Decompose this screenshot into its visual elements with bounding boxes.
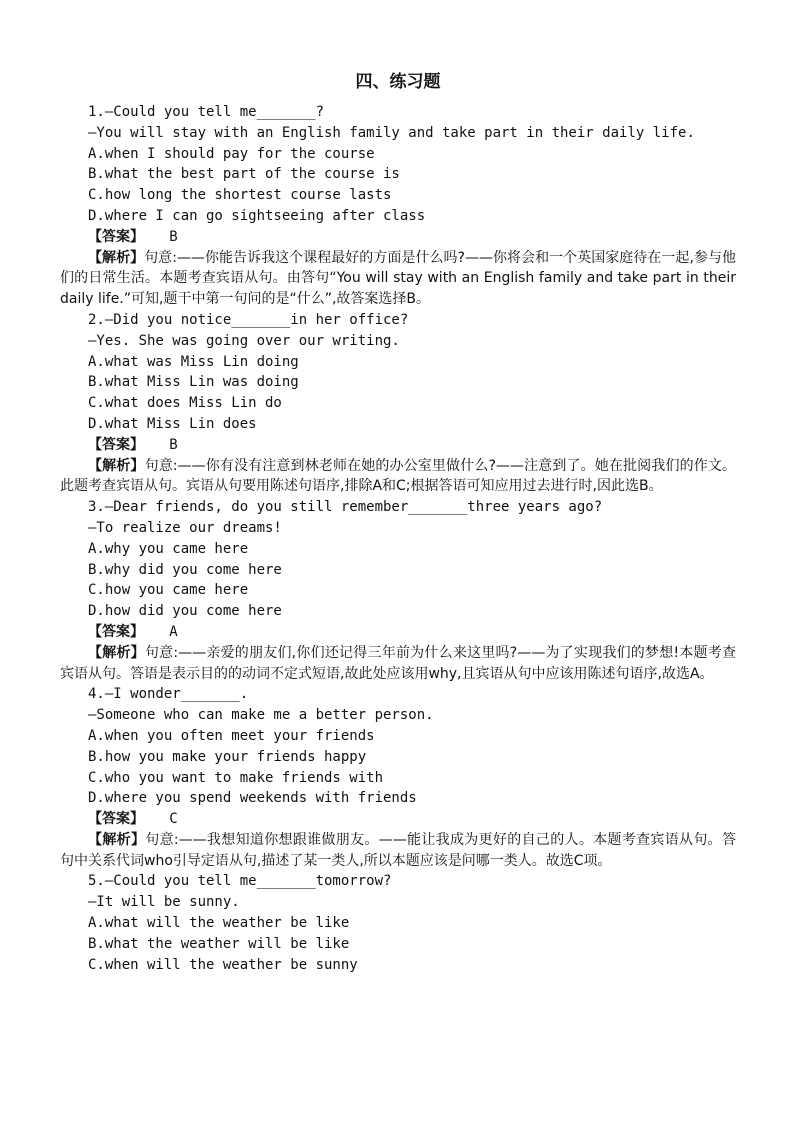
question-reply: —You will stay with an English family and take part in their daily life. xyxy=(88,124,695,141)
exercise-body xyxy=(60,102,736,975)
answer-label: 【答案】 xyxy=(88,623,144,640)
question-1 xyxy=(60,102,736,310)
answer-label: 【答案】 xyxy=(88,436,144,453)
analysis-text: 句意:——亲爱的朋友们,你们还记得三年前为什么来这里吗?——为了实现我们的梦想!本题考查宾语从句。答语是表示目的的动词不定式短语,故此处应该用why,且宾语从句中应该用陈述句语序,故选A。 xyxy=(60,644,737,682)
answer-label: 【答案】 xyxy=(88,228,144,245)
analysis-text: 句意:——你有没有注意到林老师在她的办公室里做什么?——注意到了。她在批阅我们的作文。此题考查宾语从句。宾语从句要用陈述句语序,排除A和C;根据答语可知应用过去进行时,因此选B。 xyxy=(60,457,736,495)
answer-label: 【答案】 xyxy=(88,811,144,828)
analysis-paragraph xyxy=(60,456,736,498)
analysis-text: 句意:——你能告诉我这个课程最好的方面是什么吗?——你将会和一个英国家庭待在一起,参与他们的日常生活。本题考查宾语从句。由答句“You will stay with an English family and take part in their daily life.”可知,题干中第一句问的是“什么”,故答案选择B。 xyxy=(60,249,736,308)
question-stem: 2.—Did you notice_______in her office? xyxy=(88,311,409,328)
option-c: C.how long the shortest course lasts xyxy=(88,187,392,204)
option-d: D.how did you come here xyxy=(88,603,282,620)
analysis-text: 句意:——我想知道你想跟谁做朋友。——能让我成为更好的自己的人。本题考查宾语从句。答句中关系代词who引导定语从句,描述了某一类人,所以本题应该是问哪一类人。故选C项。 xyxy=(60,831,736,869)
question-stem: 4.—I wonder_______. xyxy=(88,686,249,703)
answer-line xyxy=(60,622,736,643)
answer-value: A xyxy=(169,623,178,640)
analysis-label: 【解析】 xyxy=(88,831,146,848)
question-stem: 5.—Could you tell me_______tomorrow? xyxy=(88,873,392,890)
question-5 xyxy=(60,871,736,975)
question-reply: —It will be sunny. xyxy=(88,894,240,911)
analysis-paragraph xyxy=(60,643,736,685)
page-title: 四、练习题 xyxy=(355,72,441,92)
answer-line xyxy=(60,435,736,456)
option-a: A.when you often meet your friends xyxy=(88,727,375,744)
analysis-paragraph xyxy=(60,248,736,310)
analysis-paragraph xyxy=(60,830,736,872)
answer-value: B xyxy=(169,436,178,453)
option-a: A.what was Miss Lin doing xyxy=(88,353,299,370)
analysis-label: 【解析】 xyxy=(88,644,145,661)
analysis-label: 【解析】 xyxy=(88,249,145,266)
option-c: C.who you want to make friends with xyxy=(88,769,384,786)
option-b: B.what Miss Lin was doing xyxy=(88,374,299,391)
option-d: D.what Miss Lin does xyxy=(88,415,257,432)
option-c: C.when will the weather be sunny xyxy=(88,956,358,973)
option-a: A.when I should pay for the course xyxy=(88,145,375,162)
option-b: B.what the weather will be like xyxy=(88,935,350,952)
option-c: C.how you came here xyxy=(88,582,249,599)
question-reply: —To realize our dreams! xyxy=(88,519,282,536)
answer-line xyxy=(60,809,736,830)
answer-line xyxy=(60,227,736,248)
question-4 xyxy=(60,684,736,871)
answer-value: B xyxy=(169,228,178,245)
option-b: B.what the best part of the course is xyxy=(88,166,400,183)
question-reply: —Someone who can make me a better person. xyxy=(88,707,434,724)
option-c: C.what does Miss Lin do xyxy=(88,395,282,412)
analysis-label: 【解析】 xyxy=(88,457,145,474)
option-b: B.why did you come here xyxy=(88,561,282,578)
option-a: A.why you came here xyxy=(88,540,249,557)
question-3 xyxy=(60,497,736,684)
question-reply: —Yes. She was going over our writing. xyxy=(88,332,400,349)
question-stem: 3.—Dear friends, do you still remember_______three years ago? xyxy=(88,499,603,516)
option-a: A.what will the weather be like xyxy=(88,915,350,932)
answer-value: C xyxy=(169,811,178,828)
question-stem: 1.—Could you tell me_______? xyxy=(88,104,325,120)
question-2 xyxy=(60,310,736,497)
option-d: D.where you spend weekends with friends xyxy=(88,790,417,807)
option-b: B.how you make your friends happy xyxy=(88,748,367,765)
option-d: D.where I can go sightseeing after class xyxy=(88,207,426,224)
